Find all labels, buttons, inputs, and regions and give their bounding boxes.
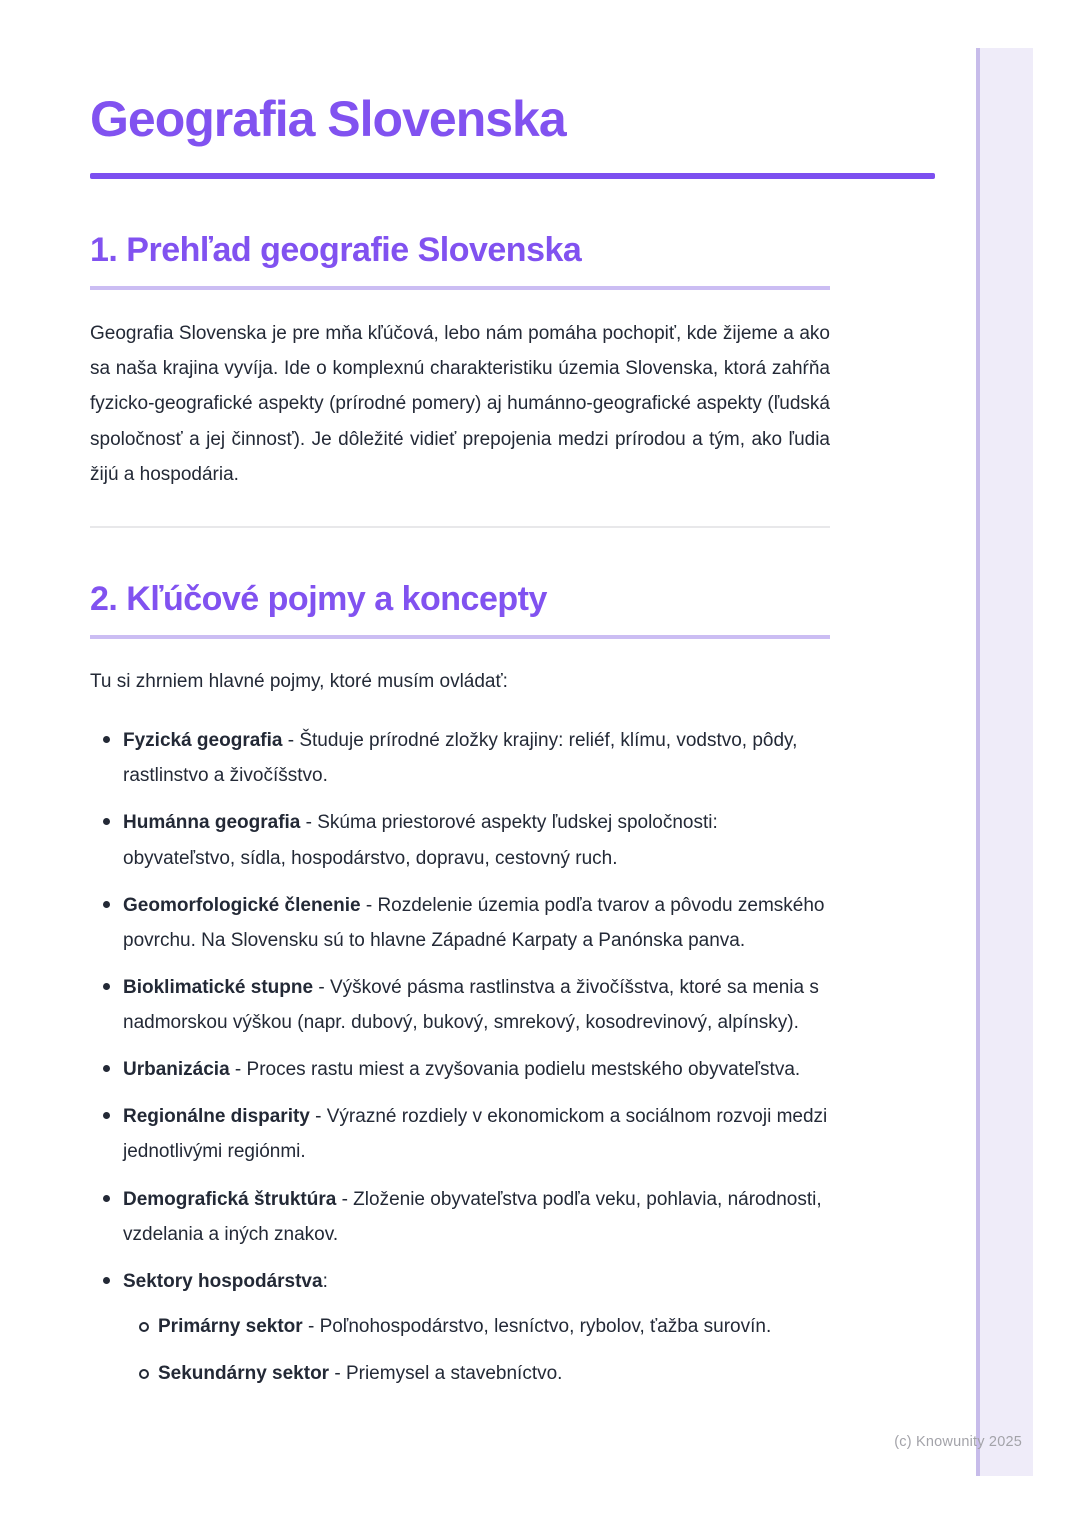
sub-list-item [123, 1309, 830, 1344]
list-item [90, 805, 830, 875]
circle-bullet-icon [139, 1322, 149, 1332]
section-heading-1: 1. Prehľad geografie Slovenska [90, 231, 830, 290]
concept-desc: - Výškové pásma rastlinstva a živočíšstva, ktoré sa menia s nadmorskou výškou (napr. dubový, bukový, smrekový, kosodrevinový, alpínsky). [123, 976, 819, 1034]
concept-desc: : [322, 1270, 328, 1292]
bullet-icon [103, 901, 110, 908]
document-page [90, 0, 830, 1403]
bullet-icon [103, 1112, 110, 1119]
concept-term: Geomorfologické členenie [123, 894, 361, 916]
concept-desc: - Priemysel a stavebníctvo. [329, 1363, 563, 1385]
list-item [90, 1052, 830, 1087]
section-concepts [90, 580, 830, 1392]
concept-term: Bioklimatické stupne [123, 976, 314, 998]
concepts-list [90, 723, 830, 1391]
section-overview [90, 231, 830, 528]
concept-term: Demografická štruktúra [123, 1188, 337, 1210]
watermark: (c) Knowunity 2025 [894, 1434, 1022, 1450]
sub-list [123, 1309, 830, 1391]
circle-bullet-icon [139, 1369, 149, 1379]
list-item [90, 1182, 830, 1252]
intro-text: Tu si zhrniem hlavné pojmy, ktoré musím ovládať: [90, 670, 508, 692]
concept-desc: - Rozdelenie územia podľa tvarov a pôvodu zemského povrchu. Na Slovensku sú to hlavne Západné Karpaty a Panónska panva. [123, 894, 825, 951]
section-divider [90, 526, 830, 528]
concept-term: Fyzická geografia [123, 730, 283, 752]
right-accent-bar [976, 48, 1033, 1476]
concept-desc: - Proces rastu miest a zvyšovania podielu mestského obyvateľstva. [229, 1059, 801, 1081]
bullet-icon [103, 736, 110, 743]
concept-desc: - Študuje prírodné zložky krajiny: reliéf, klímu, vodstvo, pôdy, rastlinstvo a živočíšstvo. [123, 730, 798, 787]
list-item [90, 970, 830, 1040]
concept-desc: - Skúma priestorové aspekty ľudskej spoločnosti: obyvateľstvo, sídla, hospodárstvo, dopravu, cestovný ruch. [123, 812, 718, 869]
bullet-icon [103, 983, 110, 990]
concept-desc: - Výrazné rozdiely v ekonomickom a sociálnom rozvoji medzi jednotlivými regiónmi. [123, 1106, 828, 1163]
bullet-icon [103, 818, 110, 825]
list-item [90, 723, 830, 793]
list-item [90, 1264, 830, 1391]
concept-desc: - Zloženie obyvateľstva podľa veku, pohlavia, národnosti, vzdelania a iných znakov. [123, 1188, 822, 1245]
lead-paragraph: Geografia Slovenska je pre mňa kľúčová, lebo nám pomáha pochopiť, kde žijeme a ako sa naša krajina vyvíja. Ide o komplexnú charakteristiku územia Slovenska, ktorá zahŕňa fyzicko-geografické aspekty (prírodné pomery) aj humánno-geografické aspekty (ľudská spoločnosť a jej činnosť). Je dôležité vidieť prepojenia medzi prírodou a tým, ako ľudia žijú a hospodária. [90, 323, 830, 485]
page-title: Geografia Slovenska [90, 91, 566, 147]
bullet-icon [103, 1065, 110, 1072]
sub-list-item [123, 1356, 830, 1391]
concept-term: Primárny sektor [158, 1316, 303, 1338]
section-heading-2: 2. Kľúčové pojmy a koncepty [90, 580, 830, 639]
title-rule [90, 173, 935, 179]
list-item [90, 1099, 830, 1169]
bullet-icon [103, 1277, 110, 1284]
concept-term: Sektory hospodárstva [123, 1270, 323, 1292]
concept-term: Sekundárny sektor [158, 1363, 330, 1385]
bullet-icon [103, 1195, 110, 1202]
concept-term: Regionálne disparity [123, 1106, 310, 1128]
concept-desc: - Poľnohospodárstvo, lesníctvo, rybolov, ťažba surovín. [302, 1316, 772, 1338]
concept-term: Urbanizácia [123, 1059, 230, 1081]
list-item [90, 888, 830, 958]
concept-term: Humánna geografia [123, 812, 301, 834]
